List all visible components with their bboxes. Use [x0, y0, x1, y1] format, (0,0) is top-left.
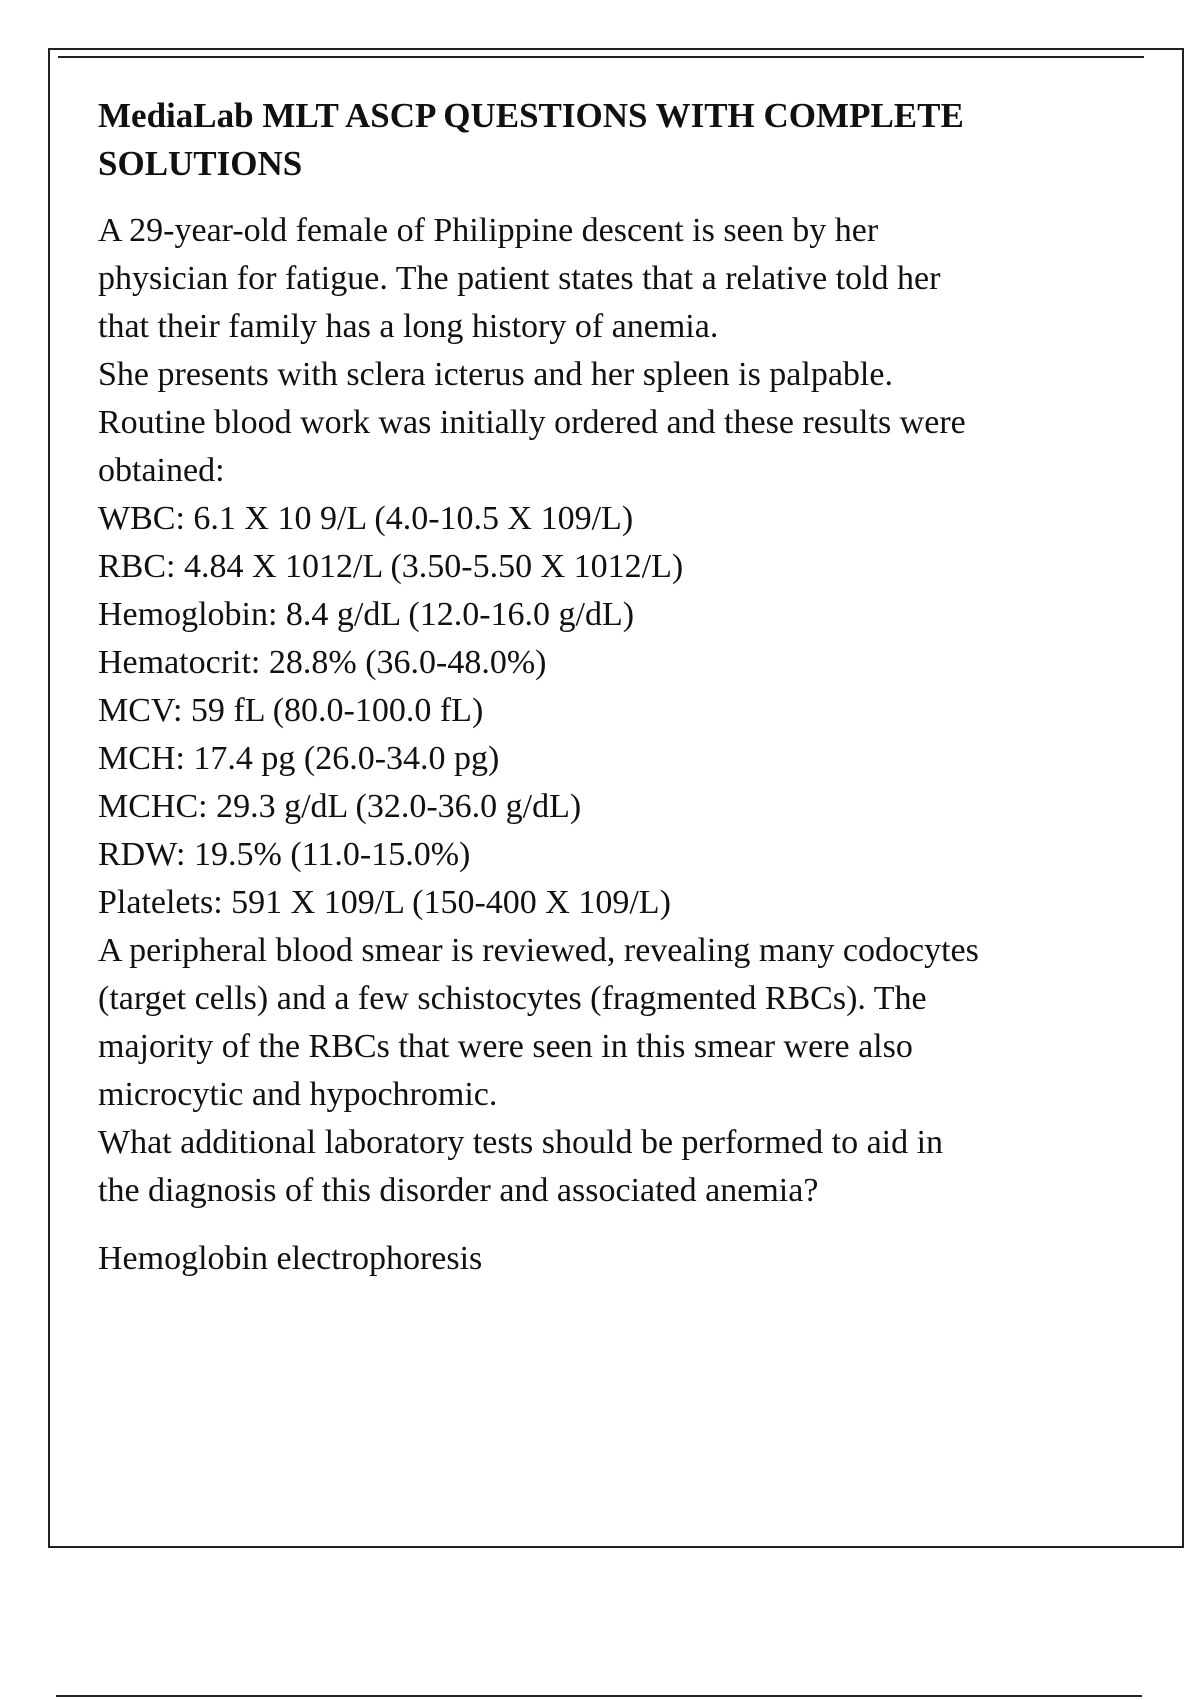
question-line: physician for fatigue. The patient states that a relative told her — [98, 260, 941, 297]
question-line: A 29-year-old female of Philippine descent is seen by her — [98, 212, 879, 249]
lab-result-rbc: RBC: 4.84 X 1012/L (3.50-5.50 X 1012/L) — [98, 548, 684, 585]
question-prompt-line: the diagnosis of this disorder and associated anemia? — [98, 1172, 819, 1209]
question-line: that their family has a long history of anemia. — [98, 308, 719, 345]
bottom-rule — [56, 1695, 1142, 1697]
question-line: majority of the RBCs that were seen in this smear were also — [98, 1028, 913, 1065]
question-text — [98, 207, 1088, 1215]
document-title — [98, 92, 1088, 188]
lab-result-platelets: Platelets: 591 X 109/L (150-400 X 109/L) — [98, 884, 671, 921]
lab-result-wbc: WBC: 6.1 X 10 9/L (4.0-10.5 X 109/L) — [98, 500, 634, 537]
title-line: SOLUTIONS — [98, 144, 303, 183]
question-line: A peripheral blood smear is reviewed, revealing many codocytes — [98, 932, 979, 969]
question-line: obtained: — [98, 452, 225, 489]
question-line: (target cells) and a few schistocytes (fragmented RBCs). The — [98, 980, 927, 1017]
top-rule — [58, 56, 1144, 58]
lab-result-rdw: RDW: 19.5% (11.0-15.0%) — [98, 836, 471, 873]
lab-result-mcv: MCV: 59 fL (80.0-100.0 fL) — [98, 692, 484, 729]
lab-result-mch: MCH: 17.4 pg (26.0-34.0 pg) — [98, 740, 500, 777]
question-prompt-line: What additional laboratory tests should be performed to aid in — [98, 1124, 944, 1161]
lab-result-hemoglobin: Hemoglobin: 8.4 g/dL (12.0-16.0 g/dL) — [98, 596, 635, 633]
question-line: microcytic and hypochromic. — [98, 1076, 498, 1113]
document-content — [98, 92, 1088, 1283]
question-line: Routine blood work was initially ordered and these results were — [98, 404, 966, 441]
title-line: MediaLab MLT ASCP QUESTIONS WITH COMPLETE — [98, 96, 964, 135]
lab-result-mchc: MCHC: 29.3 g/dL (32.0-36.0 g/dL) — [98, 788, 582, 825]
question-line: She presents with sclera icterus and her spleen is palpable. — [98, 356, 893, 393]
lab-result-hematocrit: Hematocrit: 28.8% (36.0-48.0%) — [98, 644, 547, 681]
answer-text: Hemoglobin electrophoresis — [98, 1240, 483, 1277]
